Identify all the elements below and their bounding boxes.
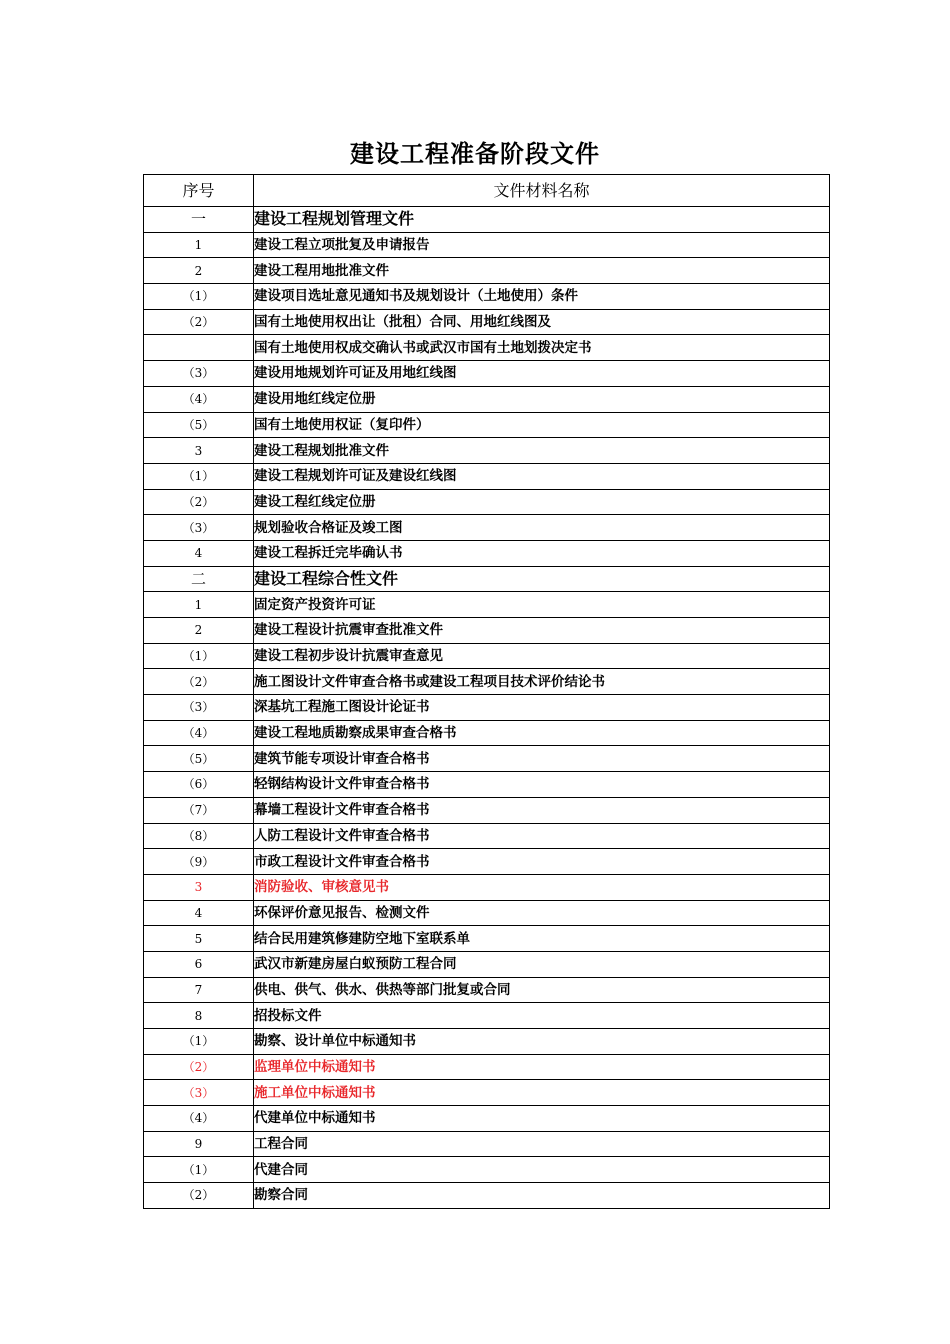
document-title: 建设工程准备阶段文件: [350, 140, 600, 168]
row-serial-number: 1: [144, 232, 254, 258]
row-serial-number: 3: [144, 874, 254, 900]
row-serial-number: （2）: [144, 309, 254, 335]
row-serial-number: 6: [144, 951, 254, 977]
row-serial-number: [144, 335, 254, 361]
row-serial-number: （3）: [144, 695, 254, 721]
table-row: [144, 643, 830, 669]
row-file-name: 供电、供气、供水、供热等部门批复或合同: [254, 977, 830, 1003]
row-serial-number: 1: [144, 592, 254, 618]
row-serial-number: 2: [144, 258, 254, 284]
row-serial-number: 8: [144, 1003, 254, 1029]
row-file-name: 深基坑工程施工图设计论证书: [254, 695, 830, 721]
row-serial-number: （2）: [144, 1183, 254, 1209]
row-serial-number: （8）: [144, 823, 254, 849]
row-file-name: 建设工程立项批复及申请报告: [254, 232, 830, 258]
row-file-name: 人防工程设计文件审查合格书: [254, 823, 830, 849]
row-serial-number: （4）: [144, 720, 254, 746]
row-file-name: 建设工程规划许可证及建设红线图: [254, 463, 830, 489]
table-row: [144, 335, 830, 361]
table-row: [144, 412, 830, 438]
row-file-name: 施工单位中标通知书: [254, 1080, 830, 1106]
row-file-name: 监理单位中标通知书: [254, 1054, 830, 1080]
row-file-name: 建设工程地质勘察成果审查合格书: [254, 720, 830, 746]
row-file-name: 勘察合同: [254, 1183, 830, 1209]
table-row: [144, 926, 830, 952]
row-file-name: 建设用地规划许可证及用地红线图: [254, 361, 830, 387]
table-row: [144, 1054, 830, 1080]
row-serial-number: 5: [144, 926, 254, 952]
row-file-name: 幕墙工程设计文件审查合格书: [254, 797, 830, 823]
row-file-name: 固定资产投资许可证: [254, 592, 830, 618]
table-row: [144, 618, 830, 644]
table-row: [144, 540, 830, 566]
row-serial-number: （4）: [144, 1106, 254, 1132]
table-row: [144, 232, 830, 258]
table-row: [144, 1080, 830, 1106]
row-file-name: 环保评价意见报告、检测文件: [254, 900, 830, 926]
row-file-name: 代建单位中标通知书: [254, 1106, 830, 1132]
table-row: [144, 874, 830, 900]
table-row: [144, 823, 830, 849]
row-file-name: 代建合同: [254, 1157, 830, 1183]
row-serial-number: （4）: [144, 386, 254, 412]
row-serial-number: （1）: [144, 463, 254, 489]
row-file-name: 建设工程红线定位册: [254, 489, 830, 515]
row-file-name: 建设工程拆迁完毕确认书: [254, 540, 830, 566]
row-serial-number: （5）: [144, 746, 254, 772]
row-file-name: 建设工程初步设计抗震审查意见: [254, 643, 830, 669]
row-file-name: 建设项目选址意见通知书及规划设计（土地使用）条件: [254, 284, 830, 310]
row-serial-number: （1）: [144, 284, 254, 310]
row-file-name: 结合民用建筑修建防空地下室联系单: [254, 926, 830, 952]
table-row: [144, 746, 830, 772]
row-serial-number: （3）: [144, 1080, 254, 1106]
table-row: [144, 772, 830, 798]
table-row: [144, 361, 830, 387]
section-row: [144, 566, 830, 592]
row-file-name: 规划验收合格证及竣工图: [254, 515, 830, 541]
table-row: [144, 849, 830, 875]
row-file-name: 建设工程规划批准文件: [254, 438, 830, 464]
row-serial-number: （1）: [144, 1029, 254, 1055]
row-serial-number: 3: [144, 438, 254, 464]
row-serial-number: 一: [144, 207, 254, 233]
row-serial-number: （6）: [144, 772, 254, 798]
table-row: [144, 309, 830, 335]
row-file-name: 国有土地使用权出让（批租）合同、用地红线图及: [254, 309, 830, 335]
table-row: [144, 386, 830, 412]
row-file-name: 消防验收、审核意见书: [254, 874, 830, 900]
table-row: [144, 669, 830, 695]
table-row: [144, 438, 830, 464]
row-serial-number: （3）: [144, 361, 254, 387]
row-serial-number: 7: [144, 977, 254, 1003]
table-row: [144, 1157, 830, 1183]
table-row: [144, 284, 830, 310]
table-row: [144, 1003, 830, 1029]
row-file-name: 建设工程综合性文件: [254, 566, 830, 592]
row-serial-number: 二: [144, 566, 254, 592]
row-serial-number: （7）: [144, 797, 254, 823]
table-row: [144, 515, 830, 541]
row-file-name: 建设工程用地批准文件: [254, 258, 830, 284]
row-file-name: 武汉市新建房屋白蚁预防工程合同: [254, 951, 830, 977]
row-file-name: 建设工程规划管理文件: [254, 207, 830, 233]
row-file-name: 招投标文件: [254, 1003, 830, 1029]
row-serial-number: （2）: [144, 489, 254, 515]
row-serial-number: （9）: [144, 849, 254, 875]
table-row: [144, 695, 830, 721]
table-row: [144, 592, 830, 618]
row-file-name: 建设用地红线定位册: [254, 386, 830, 412]
table-row: [144, 258, 830, 284]
row-serial-number: （2）: [144, 669, 254, 695]
row-serial-number: （5）: [144, 412, 254, 438]
row-serial-number: （2）: [144, 1054, 254, 1080]
row-file-name: 建设工程设计抗震审查批准文件: [254, 618, 830, 644]
row-file-name: 国有土地使用权成交确认书或武汉市国有土地划拨决定书: [254, 335, 830, 361]
row-serial-number: 2: [144, 618, 254, 644]
section-row: [144, 207, 830, 233]
header-serial-number: 序号: [144, 175, 254, 207]
row-serial-number: （3）: [144, 515, 254, 541]
table-row: [144, 720, 830, 746]
row-serial-number: 4: [144, 900, 254, 926]
table-row: [144, 977, 830, 1003]
row-file-name: 施工图设计文件审查合格书或建设工程项目技术评价结论书: [254, 669, 830, 695]
table-row: [144, 951, 830, 977]
row-file-name: 勘察、设计单位中标通知书: [254, 1029, 830, 1055]
table-header-row: [144, 175, 830, 207]
row-serial-number: 4: [144, 540, 254, 566]
header-file-name: 文件材料名称: [254, 175, 830, 207]
row-file-name: 工程合同: [254, 1131, 830, 1157]
file-list-table: [143, 174, 830, 1209]
table-row: [144, 1183, 830, 1209]
table-row: [144, 1131, 830, 1157]
row-serial-number: 9: [144, 1131, 254, 1157]
row-serial-number: （1）: [144, 643, 254, 669]
row-file-name: 国有土地使用权证（复印件）: [254, 412, 830, 438]
row-file-name: 轻钢结构设计文件审查合格书: [254, 772, 830, 798]
table-row: [144, 1106, 830, 1132]
table-row: [144, 489, 830, 515]
row-serial-number: （1）: [144, 1157, 254, 1183]
table-row: [144, 900, 830, 926]
table-row: [144, 797, 830, 823]
table-row: [144, 463, 830, 489]
row-file-name: 市政工程设计文件审查合格书: [254, 849, 830, 875]
row-file-name: 建筑节能专项设计审查合格书: [254, 746, 830, 772]
table-row: [144, 1029, 830, 1055]
table-body: [144, 207, 830, 1209]
